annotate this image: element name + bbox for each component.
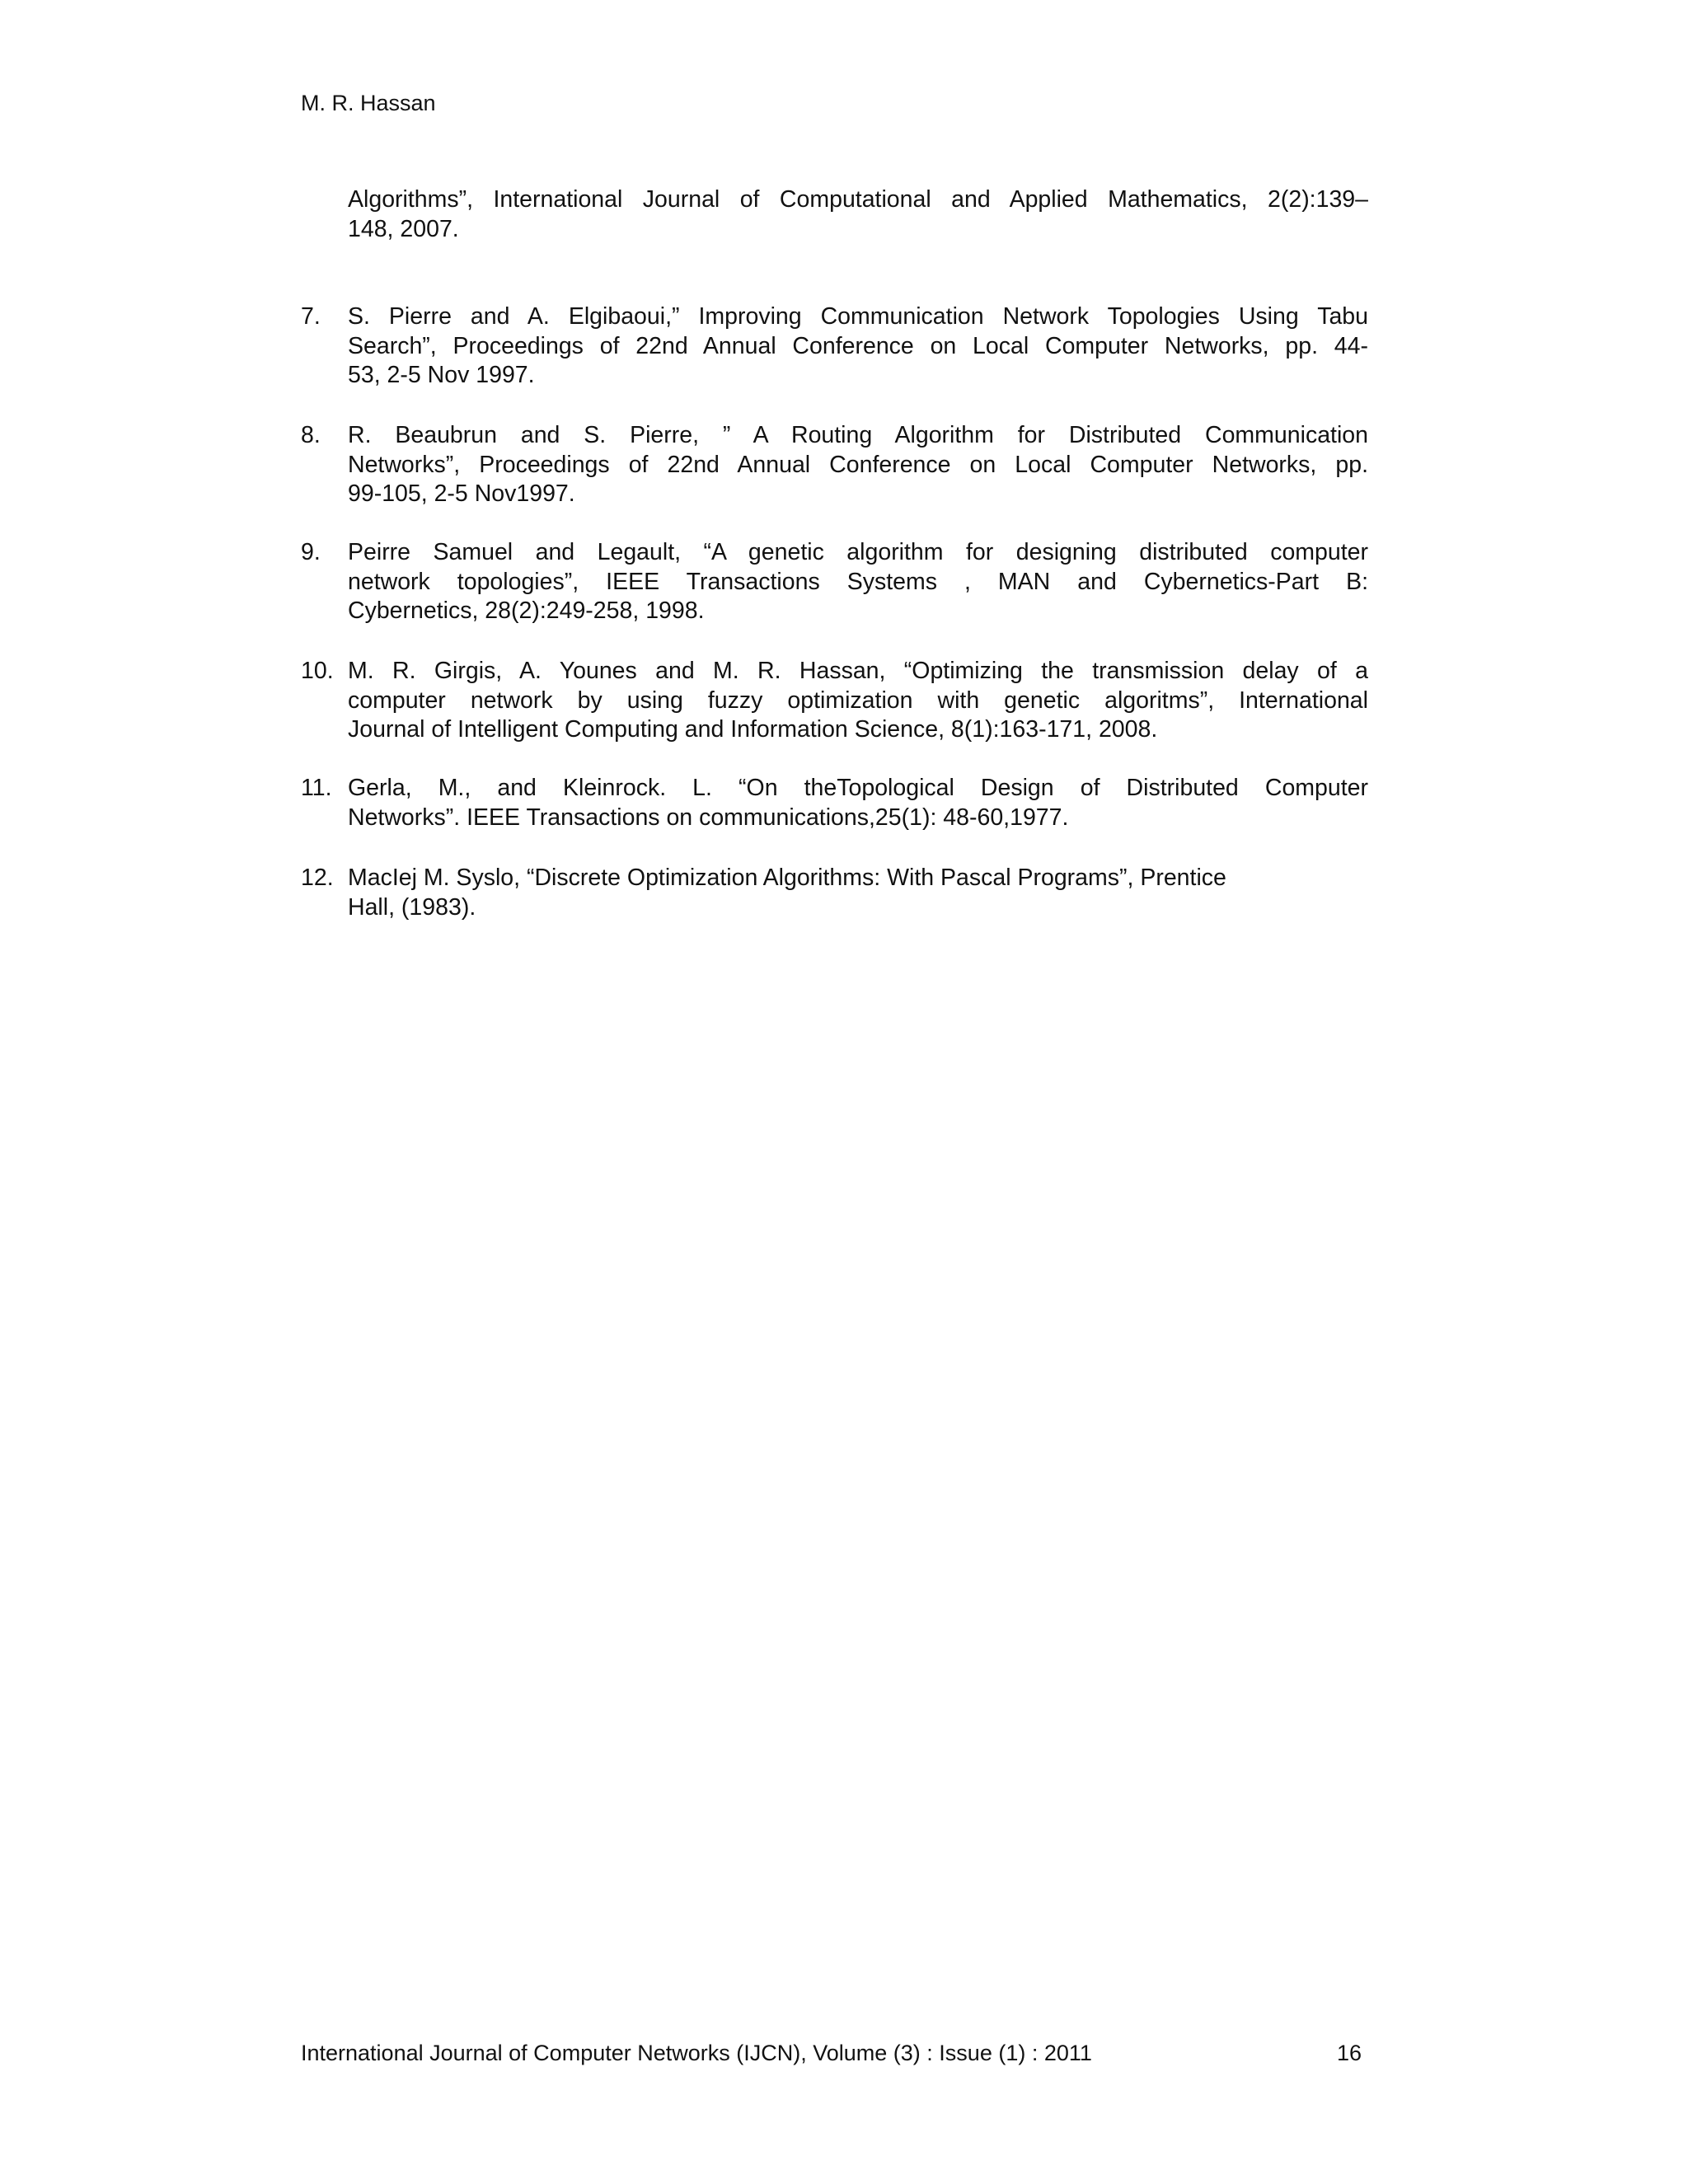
reference-text	[348, 185, 1368, 244]
reference-line: Peirre Samuel and Legault, “A genetic algorithm for designing distributed computer	[348, 539, 1368, 565]
reference-text	[348, 657, 1368, 745]
reference-line: Networks”, Proceedings of 22nd Annual Conference on Local Computer Networks, pp.	[348, 451, 1368, 478]
reference-line: Journal of Intelligent Computing and Information Science, 8(1):163-171, 2008.	[348, 716, 1158, 743]
page-number: 16	[1337, 2041, 1362, 2065]
reference-number: 9.	[301, 539, 321, 565]
reference-item	[301, 774, 1368, 832]
reference-line: R. Beaubrun and S. Pierre, ” A Routing Algorithm for Distributed Communication	[348, 422, 1368, 448]
reference-line: 99-105, 2-5 Nov1997.	[348, 480, 575, 507]
reference-item	[301, 185, 1368, 244]
reference-line: Networks”. IEEE Transactions on communications,25(1): 48-60,1977.	[348, 804, 1069, 831]
reference-line: Gerla, M., and Kleinrock. L. “On theTopological Design of Distributed Computer	[348, 775, 1368, 801]
reference-item	[301, 421, 1368, 509]
reference-line: MacIej M. Syslo, “Discrete Optimization Algorithms: With Pascal Programs”, Prentice	[348, 865, 1226, 891]
reference-line: Hall, (1983).	[348, 893, 476, 921]
reference-number: 10.	[301, 658, 334, 684]
reference-item	[301, 302, 1368, 391]
reference-line: 53, 2-5 Nov 1997.	[348, 362, 535, 388]
reference-line: Search”, Proceedings of 22nd Annual Conference on Local Computer Networks, pp. 44-	[348, 332, 1368, 359]
reference-item	[301, 538, 1368, 626]
reference-text	[348, 774, 1368, 832]
running-header-author: M. R. Hassan	[301, 91, 436, 115]
reference-item	[301, 864, 1368, 922]
reference-text	[348, 538, 1368, 626]
reference-line: Cybernetics, 28(2):249-258, 1998.	[348, 598, 705, 624]
reference-line: S. Pierre and A. Elgibaoui,” Improving Communication Network Topologies Using Tabu	[348, 303, 1368, 330]
reference-item	[301, 657, 1368, 745]
reference-line: network topologies”, IEEE Transactions Systems , MAN and Cybernetics-Part B:	[348, 568, 1368, 595]
reference-text	[348, 864, 1368, 922]
reference-text	[348, 421, 1368, 509]
reference-number: 7.	[301, 303, 321, 330]
reference-text	[348, 302, 1368, 391]
reference-number: 8.	[301, 422, 321, 448]
footer-journal-info: International Journal of Computer Networks (IJCN), Volume (3) : Issue (1) : 2011	[301, 2041, 1092, 2065]
reference-line: computer network by using fuzzy optimization with genetic algoritms”, International	[348, 687, 1368, 714]
reference-line: Algorithms”, International Journal of Computational and Applied Mathematics, 2(2):139–	[348, 186, 1368, 213]
reference-line: M. R. Girgis, A. Younes and M. R. Hassan, “Optimizing the transmission delay of a	[348, 658, 1368, 684]
reference-number: 12.	[301, 865, 334, 891]
reference-line: 148, 2007.	[348, 215, 459, 242]
reference-number: 11.	[301, 775, 332, 801]
